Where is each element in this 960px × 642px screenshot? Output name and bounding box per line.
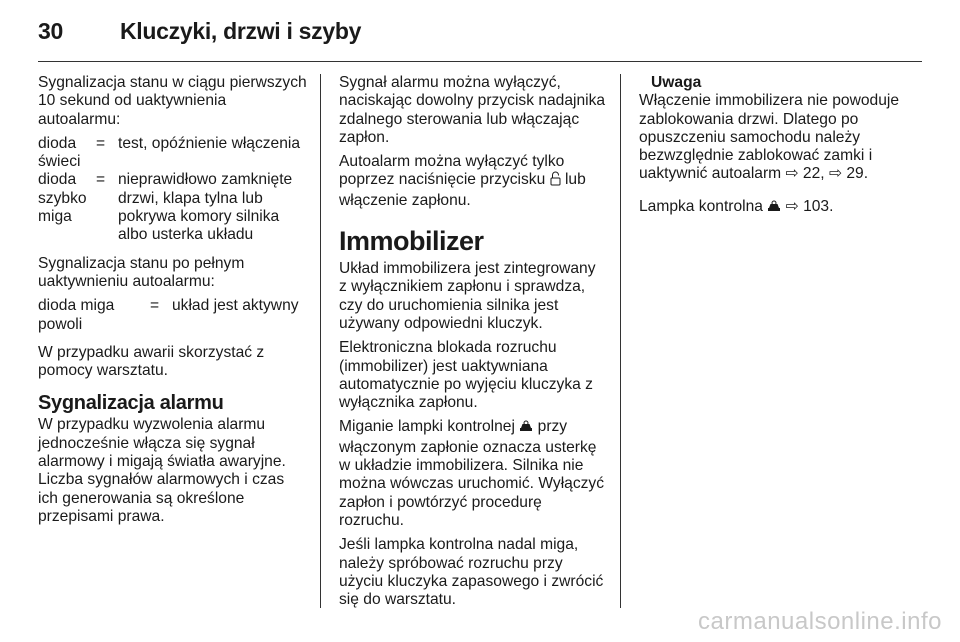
text-span: Autoalarm można wyłączyć tylko poprzez naciśnięcie przycisku [339, 153, 565, 189]
column-1 [38, 74, 308, 532]
unlock-key-icon [550, 171, 561, 191]
table-desc: nieprawidłowo zamknięte drzwi, klapa tylna lub pokrywa komory silnika albo usterka układu [118, 171, 293, 244]
header-divider [38, 61, 922, 62]
page-reference[interactable]: 103. [803, 197, 834, 215]
page-title: Kluczyki, drzwi i szyby [120, 18, 362, 44]
immobilizer-paragraph-4: Jeśli lampka kontrolna nadal miga, należy spróbować rozruchu przy użyciu kluczyka zapasowego i zwrócić się do warsztatu. [339, 536, 604, 609]
text-span: przy włączonym zapłonie oznacza usterkę w układzie immobilizera. Silnika nie można wówczas uruchomić. Wyłączyć zapłon i powtórzyć procedurę rozruchu. [339, 418, 605, 529]
alarm-paragraph: W przypadku wyzwolenia alarmu jednocześnie włącza się sygnał alarmowy i migają światła awaryjne. Liczba sygnałów alarmowych i czas ich generowania są określone przepisami prawa. [38, 416, 286, 525]
column-divider-2 [620, 74, 621, 608]
table-term: dioda szybko miga [38, 171, 87, 226]
cross-ref-arrow-icon: ⇨ [785, 165, 799, 183]
text-span: Miganie lampki kontrolnej [339, 418, 515, 436]
page-reference[interactable]: 29. [846, 165, 869, 183]
note-body [639, 92, 929, 183]
cross-ref-arrow-icon: ⇨ [828, 165, 843, 183]
note-title: Uwaga [651, 74, 702, 91]
watermark: carmanualsonline.info [698, 608, 942, 635]
text-span: Włączenie immobilizera nie powoduje zablokowania drzwi. Dlatego po opuszczeniu samochodu należy bezwzględnie zablokować zamki i uaktywnić autoalarm [639, 92, 900, 183]
table-equals: = [96, 134, 106, 152]
column-divider-1 [320, 74, 321, 608]
table-desc: układ jest aktywny [172, 297, 299, 315]
table-term: dioda świeci [38, 134, 81, 171]
status-table-arming [38, 135, 308, 245]
table-term: dioda miga powoli [38, 297, 115, 333]
page-header [38, 18, 922, 48]
table-equals: = [150, 297, 160, 315]
page-reference[interactable]: 22, [802, 165, 825, 183]
alarm-heading: Sygnalizacja alarmu [38, 392, 224, 415]
text-span: Lampka kontrolna [639, 197, 763, 215]
immobilizer-paragraph-3 [339, 418, 607, 530]
column-2 [339, 74, 607, 615]
text-span: lub włączenie zapłonu. [339, 171, 586, 209]
lamp-reference-line [639, 198, 929, 218]
table-equals: = [96, 171, 106, 189]
failure-paragraph: W przypadku awarii skorzystać z pomocy warsztatu. [38, 343, 265, 380]
table-desc: test, opóźnienie włączenia [118, 134, 301, 152]
column-3 [639, 74, 929, 224]
status-intro-armed: Sygnalizacja stanu po pełnym uaktywnieniu autoalarmu: [38, 254, 245, 290]
immobilizer-paragraph-2: Elektroniczna blokada rozruchu (immobilizer) jest uaktywniana automatycznie po wyjęciu kluczyka z wyłącznika zapłonu. [339, 339, 593, 412]
status-table-armed [38, 297, 308, 334]
immobilizer-heading: Immobilizer [339, 226, 484, 257]
immobilizer-lamp-icon [519, 420, 533, 438]
page-number: 30 [38, 18, 63, 44]
status-intro-first-10s: Sygnalizacja stanu w ciągu pierwszych 10 sekund od uaktywnienia autoalarmu: [38, 74, 307, 128]
immobilizer-paragraph-1: Układ immobilizera jest zintegrowany z wyłącznikiem zapłonu i sprawdza, czy do uruchomienia silnika jest używany odpowiedni kluczyk. [339, 260, 596, 332]
immobilizer-lamp-icon [767, 200, 781, 218]
alarm-off-paragraph: Sygnał alarmu można wyłączyć, naciskając dowolny przycisk nadajnika zdalnego sterowania lub włączając zapłon. [339, 74, 606, 146]
autoalarm-off-paragraph [339, 153, 607, 210]
cross-ref-arrow-icon: ⇨ [785, 197, 799, 215]
